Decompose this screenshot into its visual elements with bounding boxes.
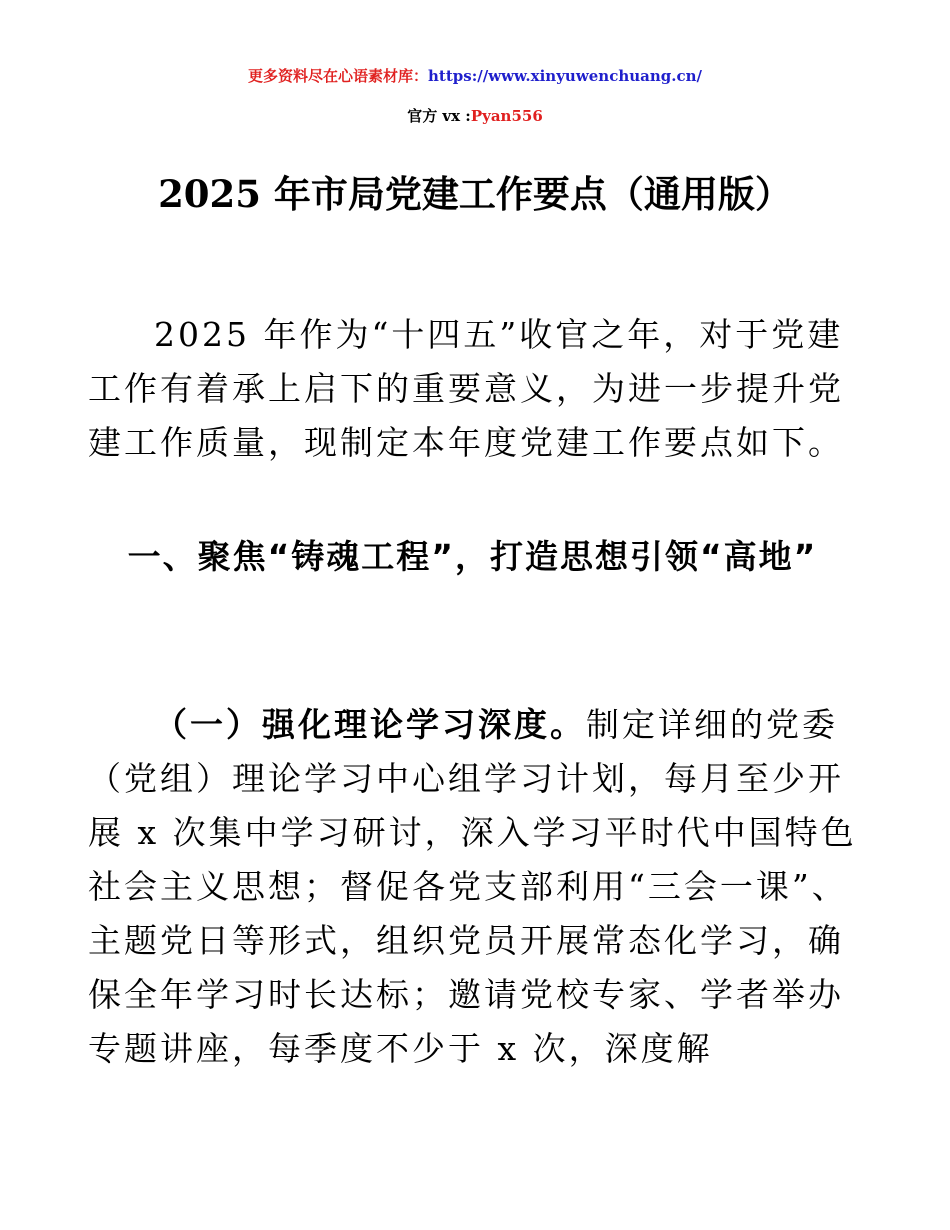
- item-lead: （一）强化理论学习深度。: [154, 705, 586, 744]
- item-text: 制定详细的党委（党组）理论学习中心组学习计划，每月至少开展 x 次集中学习研讨，深入学习平时代中国特色社会主义思想；督促各党支部利用“三会一课”、主题党日等形式，组织党员开展常态化学习，确保全年学习时长达标；邀请党校专家、学者举办专题讲座，每季度不少于 x 次，深度解: [88, 705, 857, 1068]
- wechat-contact: [0, 106, 950, 126]
- wechat-contact-label: 官方 vx :: [407, 107, 471, 125]
- section-1-item-1-paragraph: [88, 698, 870, 1076]
- intro-paragraph: [88, 308, 870, 470]
- wechat-contact-account: Pyan556: [470, 107, 543, 125]
- resource-banner: [0, 66, 950, 86]
- resource-banner-url[interactable]: https://www.xinyuwenchuang.cn/: [428, 67, 702, 85]
- intro-text: 2025 年作为“十四五”收官之年，对于党建工作有着承上启下的重要意义，为进一步提升党建工作质量，现制定本年度党建工作要点如下。: [88, 315, 844, 462]
- section-heading-1: 一、聚焦“铸魂工程”，打造思想引领“高地”: [127, 537, 818, 576]
- document-title: 2025 年市局党建工作要点（通用版）: [158, 172, 792, 216]
- section-1-item-1: [88, 698, 870, 1076]
- resource-banner-label: 更多资料尽在心语素材库：: [248, 67, 429, 85]
